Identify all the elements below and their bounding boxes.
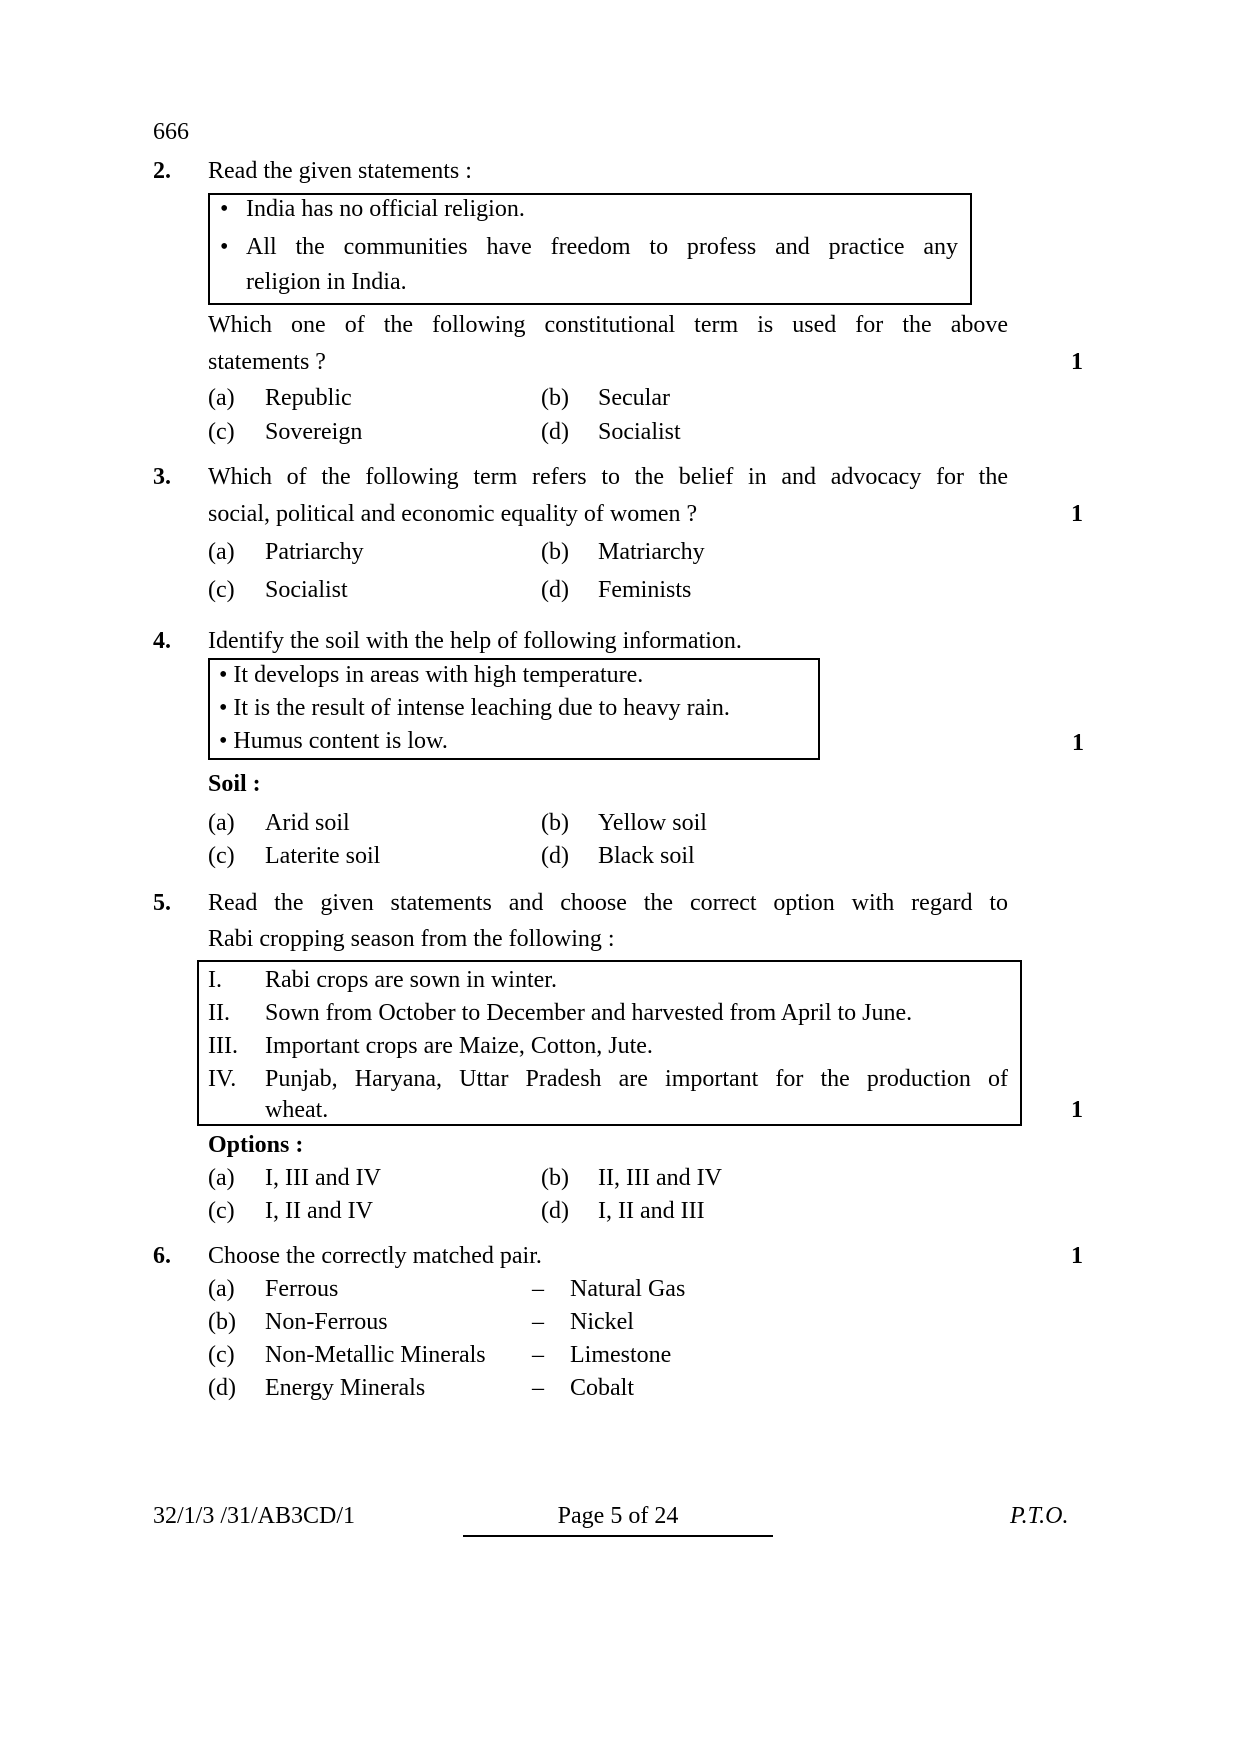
option-label: (c) xyxy=(208,577,235,603)
pair-dash: – xyxy=(532,1276,544,1302)
pair-label: (b) xyxy=(208,1309,236,1335)
question-3-text-cont: social, political and economic equality of women ? xyxy=(208,501,698,527)
footer-pto: P.T.O. xyxy=(1010,1503,1069,1529)
pair-label: (d) xyxy=(208,1375,236,1401)
option-label: (b) xyxy=(541,539,569,565)
footer-page-number: Page 5 of 24 xyxy=(557,1503,679,1529)
option-text: Black soil xyxy=(598,843,695,869)
pair-dash: – xyxy=(532,1342,544,1368)
pair-left: Ferrous xyxy=(265,1276,339,1302)
option-label: (d) xyxy=(541,1198,569,1224)
pair-dash: – xyxy=(532,1375,544,1401)
pair-right: Nickel xyxy=(570,1309,634,1335)
statement-2-cont: religion in India. xyxy=(246,269,407,295)
question-5-text: Read the given statements and choose the correct option with regard to xyxy=(208,890,1008,916)
footer-code: 32/1/3 /31/AB3CD/1 xyxy=(153,1503,356,1529)
option-text: I, III and IV xyxy=(265,1165,381,1191)
marks: 1 xyxy=(1071,349,1083,375)
option-text: Socialist xyxy=(265,577,348,603)
soil-label: Soil : xyxy=(208,771,261,797)
question-2-text: Which one of the following constitutional term is used for the above xyxy=(208,312,1008,338)
option-text: Yellow soil xyxy=(598,810,707,836)
option-label: (a) xyxy=(208,810,235,836)
statement-numeral: IV. xyxy=(208,1066,237,1092)
option-label: (c) xyxy=(208,843,235,869)
question-2-intro: Read the given statements : xyxy=(208,158,472,184)
option-label: (a) xyxy=(208,385,235,411)
option-text: Patriarchy xyxy=(265,539,364,565)
option-label: (c) xyxy=(208,1198,235,1224)
options-label: Options : xyxy=(208,1132,304,1158)
option-text: II, III and IV xyxy=(598,1165,722,1191)
pair-label: (a) xyxy=(208,1276,235,1302)
bullet: • xyxy=(220,196,229,222)
pair-right: Natural Gas xyxy=(570,1276,686,1302)
option-text: I, II and III xyxy=(598,1198,705,1224)
pair-left: Non-Metallic Minerals xyxy=(265,1342,486,1368)
question-3-text: Which of the following term refers to the belief in and advocacy for the xyxy=(208,464,1008,490)
statement-1: India has no official religion. xyxy=(246,196,525,222)
option-label: (b) xyxy=(541,810,569,836)
pair-right: Limestone xyxy=(570,1342,672,1368)
option-label: (c) xyxy=(208,419,235,445)
footer-underline xyxy=(463,1535,773,1537)
question-number-2: 2. xyxy=(153,158,171,184)
statement-numeral: III. xyxy=(208,1033,238,1059)
option-text: Arid soil xyxy=(265,810,350,836)
marks: 1 xyxy=(1071,1243,1083,1269)
option-text: Secular xyxy=(598,385,670,411)
pair-left: Non-Ferrous xyxy=(265,1309,388,1335)
marks: 1 xyxy=(1071,501,1083,527)
option-label: (b) xyxy=(541,385,569,411)
question-number-5: 5. xyxy=(153,890,171,916)
option-label: (b) xyxy=(541,1165,569,1191)
question-number-4: 4. xyxy=(153,628,171,654)
pair-right: Cobalt xyxy=(570,1375,634,1401)
bullet: • xyxy=(220,234,229,260)
page-code: 666 xyxy=(153,119,189,145)
marks: 1 xyxy=(1072,730,1084,756)
option-text: Republic xyxy=(265,385,352,411)
statement-4-cont: wheat. xyxy=(265,1097,329,1123)
option-label: (d) xyxy=(541,419,569,445)
option-text: Socialist xyxy=(598,419,681,445)
marks: 1 xyxy=(1071,1097,1083,1123)
statement-2: All the communities have freedom to profess and practice any xyxy=(246,234,958,260)
statement-numeral: II. xyxy=(208,1000,230,1026)
option-text: Matriarchy xyxy=(598,539,705,565)
statement-3: • Humus content is low. xyxy=(219,728,448,754)
statement-2: • It is the result of intense leaching due to heavy rain. xyxy=(219,695,730,721)
pair-label: (c) xyxy=(208,1342,235,1368)
question-number-3: 3. xyxy=(153,464,171,490)
option-text: Laterite soil xyxy=(265,843,381,869)
statement-1: Rabi crops are sown in winter. xyxy=(265,967,557,993)
question-number-6: 6. xyxy=(153,1243,171,1269)
question-4-intro: Identify the soil with the help of following information. xyxy=(208,628,742,654)
statement-2: Sown from October to December and harvested from April to June. xyxy=(265,1000,913,1026)
statement-3: Important crops are Maize, Cotton, Jute. xyxy=(265,1033,653,1059)
question-5-text-cont: Rabi cropping season from the following : xyxy=(208,926,615,952)
statement-numeral: I. xyxy=(208,967,222,993)
pair-dash: – xyxy=(532,1309,544,1335)
pair-left: Energy Minerals xyxy=(265,1375,426,1401)
option-label: (d) xyxy=(541,577,569,603)
statement-4: Punjab, Haryana, Uttar Pradesh are important for the production of xyxy=(265,1066,1008,1092)
question-6-text: Choose the correctly matched pair. xyxy=(208,1243,542,1269)
statement-1: • It develops in areas with high temperature. xyxy=(219,662,644,688)
option-text: I, II and IV xyxy=(265,1198,373,1224)
question-2-text-cont: statements ? xyxy=(208,349,326,375)
option-label: (a) xyxy=(208,1165,235,1191)
option-label: (d) xyxy=(541,843,569,869)
option-label: (a) xyxy=(208,539,235,565)
option-text: Feminists xyxy=(598,577,692,603)
option-text: Sovereign xyxy=(265,419,363,445)
